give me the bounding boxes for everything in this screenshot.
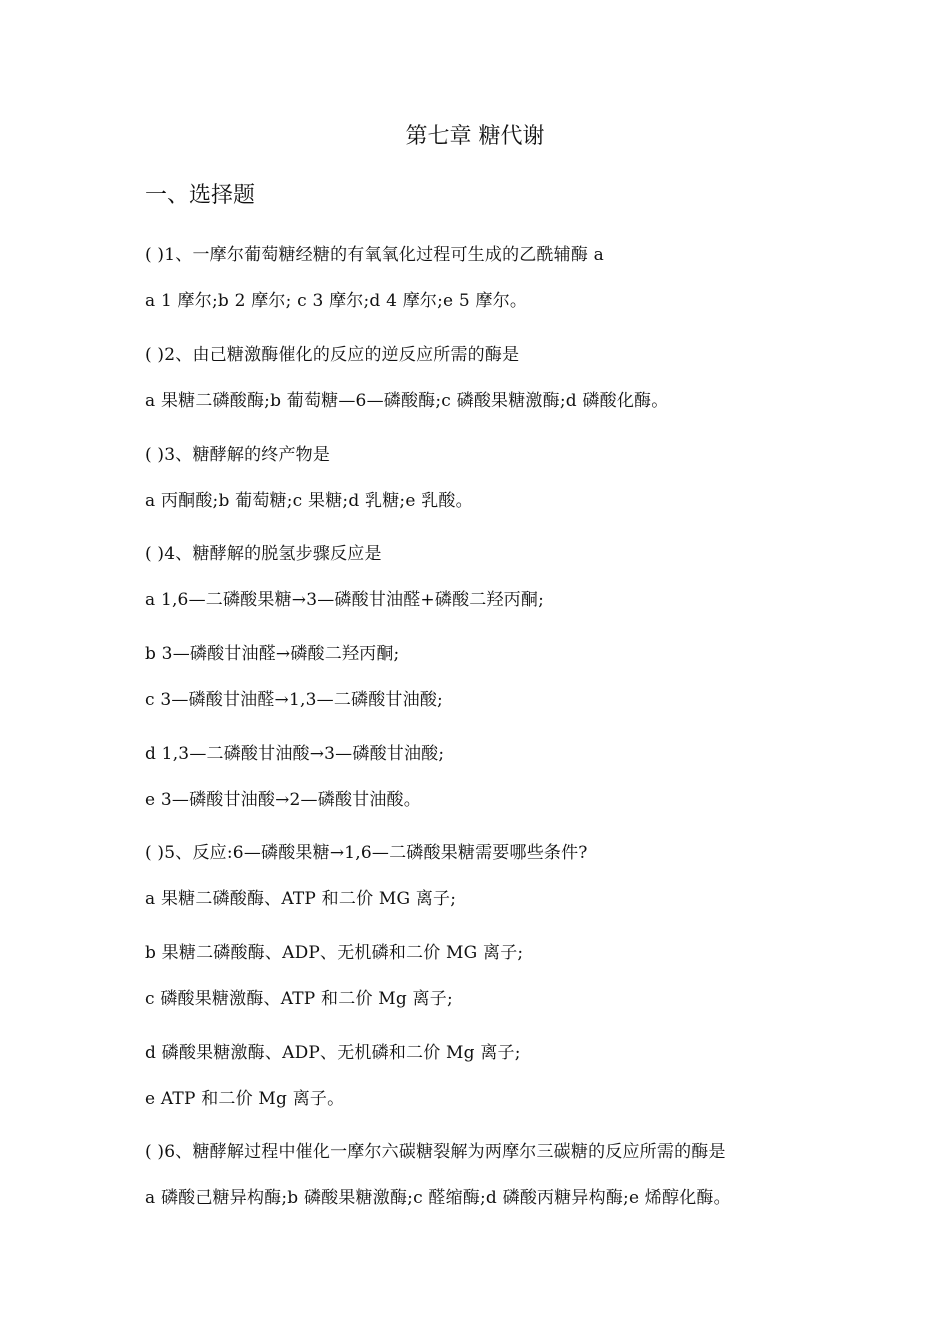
question-4-option-e: e 3—磷酸甘油酸→2—磷酸甘油酸。 — [145, 790, 421, 810]
question-5: ( )5、反应:6—磷酸果糖→1,6—二磷酸果糖需要哪些条件? — [145, 843, 588, 863]
question-6: ( )6、糖酵解过程中催化一摩尔六碳糖裂解为两摩尔三碳糖的反应所需的酶是 — [145, 1142, 726, 1162]
question-3-options: a 丙酮酸;b 葡萄糖;c 果糖;d 乳糖;e 乳酸。 — [145, 491, 473, 511]
chapter-title: 第七章 糖代谢 — [405, 124, 545, 149]
question-4-option-c: c 3—磷酸甘油醛→1,3—二磷酸甘油酸; — [145, 690, 443, 710]
question-5-option-d: d 磷酸果糖激酶、ADP、无机磷和二价 Mg 离子; — [145, 1043, 521, 1063]
question-4: ( )4、糖酵解的脱氢步骤反应是 — [145, 544, 382, 564]
question-1: ( )1、一摩尔葡萄糖经糖的有氧氧化过程可生成的乙酰辅酶 a — [145, 245, 605, 265]
question-5-option-e: e ATP 和二价 Mg 离子。 — [145, 1089, 345, 1109]
question-2: ( )2、由己糖激酶催化的反应的逆反应所需的酶是 — [145, 345, 520, 365]
question-5-option-c: c 磷酸果糖激酶、ATP 和二价 Mg 离子; — [145, 989, 453, 1009]
question-4-option-d: d 1,3—二磷酸甘油酸→3—磷酸甘油酸; — [145, 744, 445, 764]
question-2-options: a 果糖二磷酸酶;b 葡萄糖—6—磷酸酶;c 磷酸果糖激酶;d 磷酸化酶。 — [145, 391, 669, 411]
question-5-option-b: b 果糖二磷酸酶、ADP、无机磷和二价 MG 离子; — [145, 943, 524, 963]
question-5-option-a: a 果糖二磷酸酶、ATP 和二价 MG 离子; — [145, 889, 457, 909]
question-6-options: a 磷酸己糖异构酶;b 磷酸果糖激酶;c 醛缩酶;d 磷酸丙糖异构酶;e 烯醇化酶。 — [145, 1188, 731, 1208]
question-1-options: a 1 摩尔;b 2 摩尔; c 3 摩尔;d 4 摩尔;e 5 摩尔。 — [145, 291, 528, 311]
question-4-option-b: b 3—磷酸甘油醛→磷酸二羟丙酮; — [145, 644, 400, 664]
question-4-option-a: a 1,6—二磷酸果糖→3—磷酸甘油醛+磷酸二羟丙酮; — [145, 590, 545, 610]
question-3: ( )3、糖酵解的终产物是 — [145, 445, 331, 465]
section-heading: 一、选择题 — [145, 183, 256, 208]
